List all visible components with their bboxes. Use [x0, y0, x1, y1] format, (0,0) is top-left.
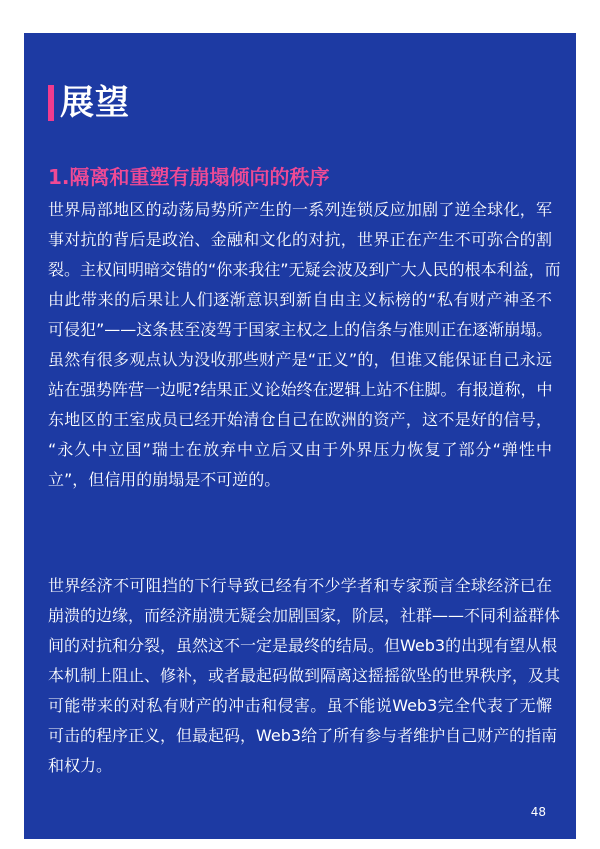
heading-accent-bar: [48, 85, 54, 121]
paragraph-1: [48, 195, 561, 495]
paragraph-line: 崩溃的边缘，而经济崩溃无疑会加剧国家，阶层，社群——不同利益群体: [48, 606, 561, 625]
page-number: 48: [530, 805, 546, 819]
subsection-title: 1.隔离和重塑有崩塌倾向的秩序: [48, 165, 330, 189]
paragraph-line: 间的对抗和分裂，虽然这不一定是最终的结局。但Web3的出现有望从根: [48, 636, 558, 655]
section-title: 展望: [60, 83, 130, 123]
paragraph-line: 可能带来的对私有财产的冲击和侵害。虽不能说Web3完全代表了无懈: [48, 696, 552, 715]
paragraph-2: [48, 571, 561, 781]
paragraph-line: 东地区的王室成员已经开始清仓自己在欧洲的资产，这不是好的信号，: [48, 410, 552, 429]
paragraph-line: 可侵犯”——这条甚至凌驾于国家主权之上的信条与准则正在逐渐崩塌。: [48, 320, 553, 339]
paragraph-line: “永久中立国”瑞士在放弃中立后又由于外界压力恢复了部分“弹性中: [48, 440, 552, 459]
paragraph-line: 站在强势阵营一边呢?结果正义论始终在逻辑上站不住脚。有报道称，中: [48, 380, 553, 399]
paragraph-line: 立”，但信用的崩塌是不可逆的。: [48, 470, 281, 489]
paragraph-line: 虽然有很多观点认为没收那些财产是“正义”的，但谁又能保证自己永远: [48, 350, 552, 369]
paragraph-line: 事对抗的背后是政治、金融和文化的对抗，世界正在产生不可弥合的割: [48, 230, 552, 249]
content-panel: [24, 33, 576, 839]
paragraph-line: 世界经济不可阻挡的下行导致已经有不少学者和专家预言全球经济已在: [48, 576, 552, 595]
paragraph-line: 由此带来的后果让人们逐渐意识到新自由主义标榜的“私有财产神圣不: [48, 290, 552, 309]
paragraph-line: 世界局部地区的动荡局势所产生的一系列连锁反应加剧了逆全球化，军: [48, 200, 552, 219]
paragraph-line: 裂。主权间明暗交错的“你来我往”无疑会波及到广大人民的根本利益，而: [48, 260, 561, 279]
paragraph-line: 和权力。: [48, 756, 113, 775]
section-heading: [48, 81, 130, 125]
paragraph-line: 可击的程序正义，但最起码，Web3给了所有参与者维护自己财产的指南: [48, 726, 558, 745]
paragraph-line: 本机制上阻止、修补，或者最起码做到隔离这摇摇欲坠的世界秩序，及其: [48, 666, 561, 685]
